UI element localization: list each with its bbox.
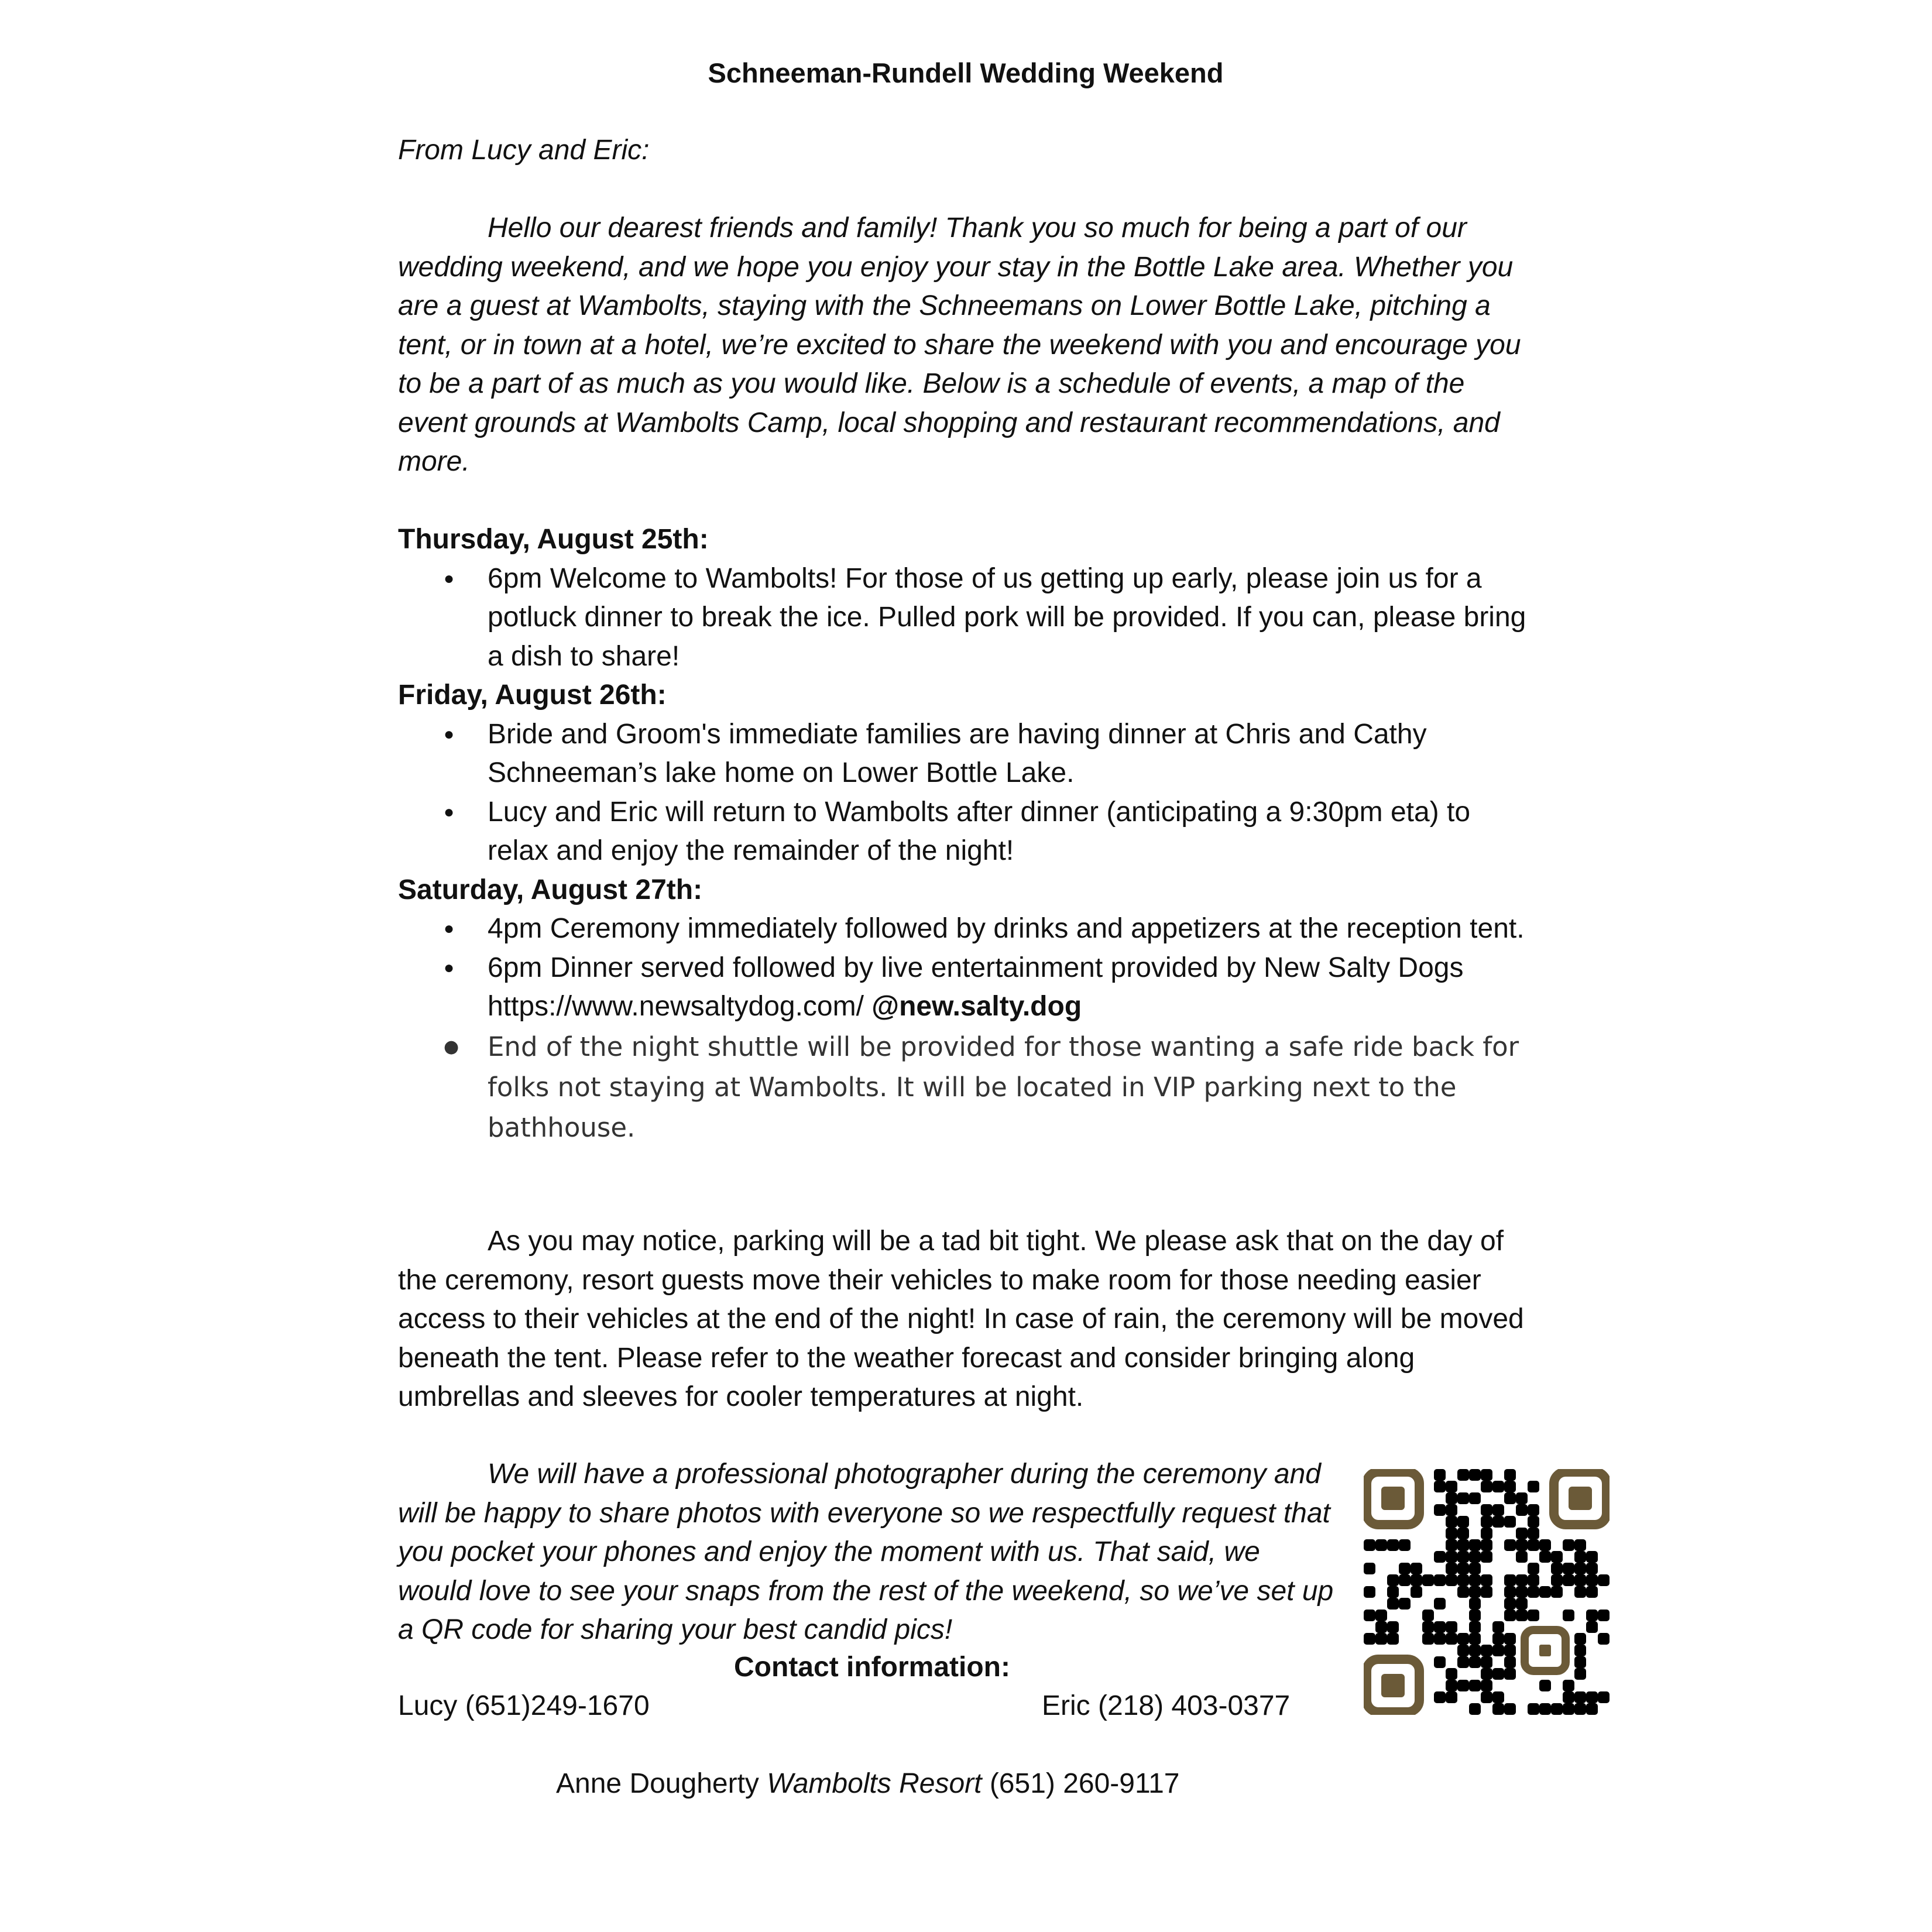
qr-module [1446, 1621, 1457, 1633]
list-item-shuttle: ● End of the night shuttle will be provided for those wanting a safe ride back for folks not staying at Wambolts. It will be located in VIP parking next to the bathhouse. [488, 1027, 1533, 1148]
qr-module [1481, 1516, 1492, 1528]
qr-module [1586, 1691, 1598, 1703]
qr-module [1469, 1610, 1481, 1621]
qr-module [1411, 1574, 1422, 1586]
qr-module [1422, 1610, 1434, 1621]
qr-module [1574, 1668, 1586, 1680]
qr-module [1586, 1703, 1598, 1715]
qr-module [1563, 1539, 1574, 1551]
qr-module [1469, 1680, 1481, 1691]
qr-module [1574, 1645, 1586, 1656]
qr-module [1469, 1469, 1481, 1481]
qr-module [1469, 1703, 1481, 1715]
qr-module [1539, 1680, 1551, 1691]
qr-module [1504, 1645, 1516, 1656]
list-item: ● Bride and Groom's immediate families are having dinner at Chris and Cathy Schneeman’s lake home on Lower Bottle Lake. [488, 715, 1533, 793]
qr-module [1457, 1633, 1469, 1645]
qr-module [1528, 1563, 1539, 1574]
qr-module [1469, 1492, 1481, 1504]
qr-module [1481, 1469, 1492, 1481]
qr-module [1434, 1633, 1446, 1645]
qr-module [1516, 1598, 1528, 1610]
contact-anne-name: Anne Dougherty [556, 1768, 759, 1799]
qr-module [1481, 1656, 1492, 1668]
qr-module [1504, 1703, 1516, 1715]
qr-module [1446, 1528, 1457, 1539]
qr-module [1434, 1551, 1446, 1563]
qr-module [1469, 1551, 1481, 1563]
qr-module [1411, 1563, 1422, 1574]
qr-module [1586, 1610, 1598, 1621]
band-description: 6pm Dinner served followed by live entertainment provided by New Salty Dogs [488, 952, 1464, 983]
qr-module [1469, 1539, 1481, 1551]
qr-module [1563, 1680, 1574, 1691]
qr-module [1492, 1481, 1504, 1492]
qr-module [1481, 1586, 1492, 1598]
list-item: ● 6pm Welcome to Wambolts! For those of us getting up early, please join us for a potluck dinner to break the ice. Pulled pork will be provided. If you can, please bring a dish to share! [488, 560, 1533, 677]
qr-module [1457, 1586, 1469, 1598]
qr-module [1574, 1691, 1586, 1703]
event-list-saturday [398, 910, 1533, 1148]
qr-module [1574, 1656, 1586, 1668]
list-item: ● Lucy and Eric will return to Wambolts after dinner (anticipating a 9:30pm eta) to relax and enjoy the remainder of the night! [488, 793, 1533, 871]
qr-module [1446, 1551, 1457, 1563]
qr-module [1434, 1691, 1446, 1703]
qr-module [1516, 1551, 1528, 1563]
qr-module [1516, 1504, 1528, 1516]
band-social-handle: @new.salty.dog [871, 991, 1082, 1022]
qr-module [1399, 1539, 1411, 1551]
qr-module [1434, 1656, 1446, 1668]
qr-module [1399, 1598, 1411, 1610]
qr-module [1457, 1656, 1469, 1668]
qr-module [1446, 1633, 1457, 1645]
document-page [398, 0, 1533, 1932]
intro-paragraph: Hello our dearest friends and family! Thank you so much for being a part of our wedding weekend, and we hope you enjoy your stay in the Bottle Lake area. Whether you are a guest at Wambolts, staying with the Schneemans on Lower Bottle Lake, pitching a tent, or in town at a hotel, we’re excited to share the weekend with you and encourage you to be a part of as much as you would like. Below is a schedule of events, a map of the event grounds at Wambolts Camp, local shopping and restaurant recommendations, and more. [398, 212, 1521, 477]
qr-module [1551, 1586, 1563, 1598]
qr-module [1516, 1492, 1528, 1504]
qr-module [1457, 1645, 1469, 1656]
qr-module [1574, 1551, 1586, 1563]
qr-module [1504, 1633, 1516, 1645]
qr-module [1504, 1668, 1516, 1680]
qr-module [1469, 1633, 1481, 1645]
qr-module [1481, 1645, 1492, 1656]
qr-module [1434, 1469, 1446, 1481]
qr-module [1399, 1574, 1411, 1586]
qr-module [1422, 1633, 1434, 1645]
qr-module [1481, 1504, 1492, 1516]
qr-module [1528, 1516, 1539, 1528]
qr-module [1364, 1633, 1375, 1645]
qr-module [1457, 1516, 1469, 1528]
qr-module [1457, 1528, 1469, 1539]
qr-module [1528, 1610, 1539, 1621]
qr-module [1574, 1586, 1586, 1598]
qr-module [1504, 1469, 1516, 1481]
qr-module [1551, 1703, 1563, 1715]
qr-module [1516, 1610, 1528, 1621]
qr-module [1516, 1574, 1528, 1586]
qr-module [1446, 1481, 1457, 1492]
qr-module [1446, 1492, 1457, 1504]
qr-module [1492, 1703, 1504, 1715]
qr-module [1504, 1492, 1516, 1504]
qr-module [1586, 1586, 1598, 1598]
qr-module [1504, 1586, 1516, 1598]
qr-module [1364, 1586, 1375, 1598]
qr-module [1492, 1504, 1504, 1516]
qr-module [1375, 1539, 1387, 1551]
qr-module [1598, 1691, 1610, 1703]
qr-module [1469, 1563, 1481, 1574]
qr-module [1551, 1563, 1563, 1574]
qr-module [1469, 1586, 1481, 1598]
qr-module [1516, 1539, 1528, 1551]
qr-module [1457, 1539, 1469, 1551]
qr-module [1364, 1539, 1375, 1551]
qr-module [1539, 1703, 1551, 1715]
qr-module [1504, 1539, 1516, 1551]
qr-module [1434, 1481, 1446, 1492]
qr-module [1375, 1621, 1387, 1633]
qr-module [1434, 1504, 1446, 1516]
qr-module [1387, 1621, 1399, 1633]
qr-module [1446, 1668, 1457, 1680]
qr-module [1528, 1539, 1539, 1551]
qr-module [1481, 1551, 1492, 1563]
qr-module [1469, 1574, 1481, 1586]
qr-module [1551, 1574, 1563, 1586]
qr-module [1528, 1574, 1539, 1586]
qr-module [1528, 1703, 1539, 1715]
qr-module [1387, 1633, 1399, 1645]
qr-module [1446, 1680, 1457, 1691]
qr-module [1481, 1539, 1492, 1551]
event-list-thursday [398, 560, 1533, 677]
qr-module [1574, 1539, 1586, 1551]
qr-module [1528, 1481, 1539, 1492]
qr-module [1387, 1539, 1399, 1551]
qr-module [1504, 1598, 1516, 1610]
qr-module [1539, 1586, 1551, 1598]
qr-module [1457, 1469, 1469, 1481]
greeting-line: From Lucy and Eric: [398, 135, 650, 166]
contact-heading: Contact information: [734, 1652, 1010, 1683]
qr-module [1434, 1598, 1446, 1610]
qr-module [1492, 1516, 1504, 1528]
list-item: ● 4pm Ceremony immediately followed by drinks and appetizers at the reception tent. [488, 910, 1533, 949]
band-website-link[interactable]: https://www.newsaltydog.com/ [488, 991, 864, 1022]
qr-module [1528, 1586, 1539, 1598]
qr-module [1469, 1656, 1481, 1668]
qr-module [1598, 1574, 1610, 1586]
resort-phone: (651) 260-9117 [989, 1768, 1180, 1799]
qr-module [1434, 1574, 1446, 1586]
qr-module [1387, 1574, 1399, 1586]
qr-module [1446, 1563, 1457, 1574]
qr-module [1586, 1621, 1598, 1633]
qr-module [1539, 1539, 1551, 1551]
qr-module [1504, 1656, 1516, 1668]
contact-lucy: Lucy (651)249-1670 [398, 1690, 650, 1721]
page-title: Schneeman-Rundell Wedding Weekend [708, 57, 1224, 88]
qr-module [1481, 1668, 1492, 1680]
qr-module [1563, 1703, 1574, 1715]
qr-module [1457, 1492, 1469, 1504]
event-list-friday [398, 715, 1533, 871]
list-item-band [488, 949, 1533, 1027]
qr-module [1504, 1574, 1516, 1586]
qr-module [1492, 1645, 1504, 1656]
qr-module [1469, 1645, 1481, 1656]
qr-module [1481, 1680, 1492, 1691]
qr-module [1563, 1610, 1574, 1621]
qr-module [1422, 1574, 1434, 1586]
day-heading-thursday: Thursday, August 25th: [398, 524, 709, 555]
qr-module [1504, 1610, 1516, 1621]
qr-module [1411, 1586, 1422, 1598]
qr-module [1492, 1691, 1504, 1703]
photo-paragraph: We will have a professional photographer during the ceremony and will be happy to share photos with everyone so we respectfully request that you pocket your phones and enjoy the moment with us. That said, we would love to see your snaps from the rest of the weekend, so we’ve set up a QR code for sharing your best candid pics! [398, 1459, 1334, 1645]
qr-module [1563, 1691, 1574, 1703]
qr-module [1364, 1610, 1375, 1621]
qr-module [1481, 1528, 1492, 1539]
qr-module [1563, 1574, 1574, 1586]
parking-paragraph: As you may notice, parking will be a tad bit tight. We please ask that on the day of the ceremony, resort guests move their vehicles to make room for those needing easier access to their vehicles at the end of the night! In case of rain, the ceremony will be moved beneath the tent. Please refer to the weather forecast and consider bringing along umbrellas and sleeves for cooler temperatures at night. [398, 1226, 1524, 1412]
qr-module [1539, 1551, 1551, 1563]
qr-module [1422, 1621, 1434, 1633]
qr-module [1364, 1563, 1375, 1574]
qr-module [1586, 1563, 1598, 1574]
qr-module [1598, 1610, 1610, 1621]
qr-module [1469, 1598, 1481, 1610]
qr-module [1504, 1481, 1516, 1492]
qr-module [1446, 1691, 1457, 1703]
qr-module [1434, 1621, 1446, 1633]
qr-module [1528, 1504, 1539, 1516]
qr-module [1492, 1668, 1504, 1680]
qr-module [1457, 1680, 1469, 1691]
resort-name: Wambolts Resort [767, 1768, 982, 1799]
qr-module [1492, 1621, 1504, 1633]
qr-module [1504, 1516, 1516, 1528]
qr-module [1387, 1598, 1399, 1610]
qr-module [1481, 1691, 1492, 1703]
qr-module [1469, 1621, 1481, 1633]
qr-module [1446, 1574, 1457, 1586]
qr-module [1551, 1551, 1563, 1563]
qr-module [1586, 1551, 1598, 1563]
qr-module [1528, 1528, 1539, 1539]
qr-module [1574, 1633, 1586, 1645]
qr-module [1574, 1563, 1586, 1574]
qr-module [1446, 1539, 1457, 1551]
qr-module [1457, 1551, 1469, 1563]
qr-module [1492, 1633, 1504, 1645]
qr-module [1446, 1504, 1457, 1516]
qr-module [1375, 1633, 1387, 1645]
qr-module [1598, 1633, 1610, 1645]
qr-module [1387, 1586, 1399, 1598]
contact-resort [556, 1765, 1180, 1804]
qr-module [1446, 1516, 1457, 1528]
day-heading-friday: Friday, August 26th: [398, 680, 667, 711]
qr-module [1457, 1563, 1469, 1574]
qr-module [1481, 1481, 1492, 1492]
day-heading-saturday: Saturday, August 27th: [398, 874, 703, 905]
qr-module [1399, 1563, 1411, 1574]
schedule [398, 520, 1533, 1148]
qr-module [1516, 1586, 1528, 1598]
qr-module [1574, 1703, 1586, 1715]
qr-code-icon[interactable] [1364, 1469, 1610, 1715]
qr-module [1481, 1574, 1492, 1586]
contact-eric: Eric (218) 403-0377 [1042, 1690, 1291, 1721]
qr-module [1375, 1610, 1387, 1621]
qr-module [1516, 1528, 1528, 1539]
qr-module [1574, 1574, 1586, 1586]
qr-module [1457, 1574, 1469, 1586]
qr-module [1563, 1563, 1574, 1574]
qr-module [1586, 1574, 1598, 1586]
